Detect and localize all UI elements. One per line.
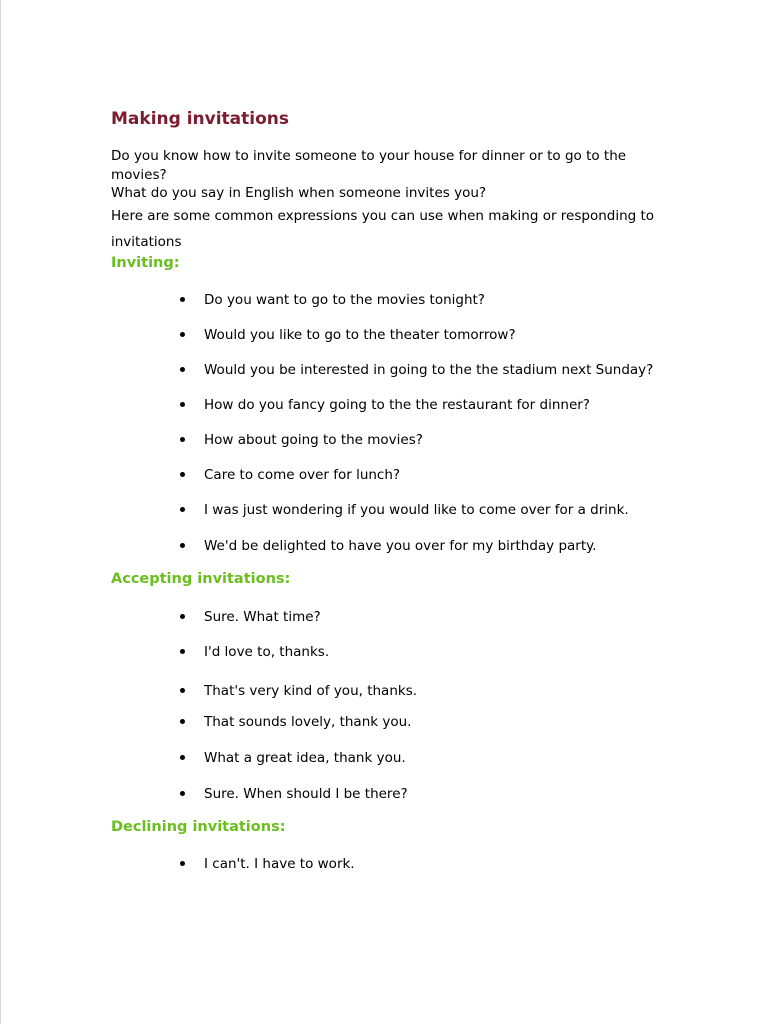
section-heading-accepting: Accepting invitations: [111,571,291,587]
bullet-icon [180,755,185,760]
bullet-icon [180,861,185,866]
bullet-icon [180,297,185,302]
bullet-icon [180,719,185,724]
bullet-icon [180,367,185,372]
bullet-icon [180,791,185,796]
page-edge [0,0,1,1024]
intro-line: What do you say in English when someone invites you? [111,185,487,201]
bullet-icon [180,688,185,693]
section-heading-declining: Declining invitations: [111,819,286,835]
intro-line: Here are some common expressions you can use when making or responding to invitations [111,207,655,250]
bullet-icon [180,472,185,477]
bullet-icon [180,437,185,442]
bullet-icon [180,649,185,654]
page-title: Making invitations [111,109,290,129]
section-heading-inviting: Inviting: [111,255,180,271]
bullet-icon [180,614,185,619]
intro-paragraph [111,147,671,255]
intro-line: Do you know how to invite someone to your house for dinner or to go to the movies? [111,148,627,183]
bullet-icon [180,543,185,548]
bullet-icon [180,507,185,512]
bullet-icon [180,402,185,407]
bullet-icon [180,332,185,337]
